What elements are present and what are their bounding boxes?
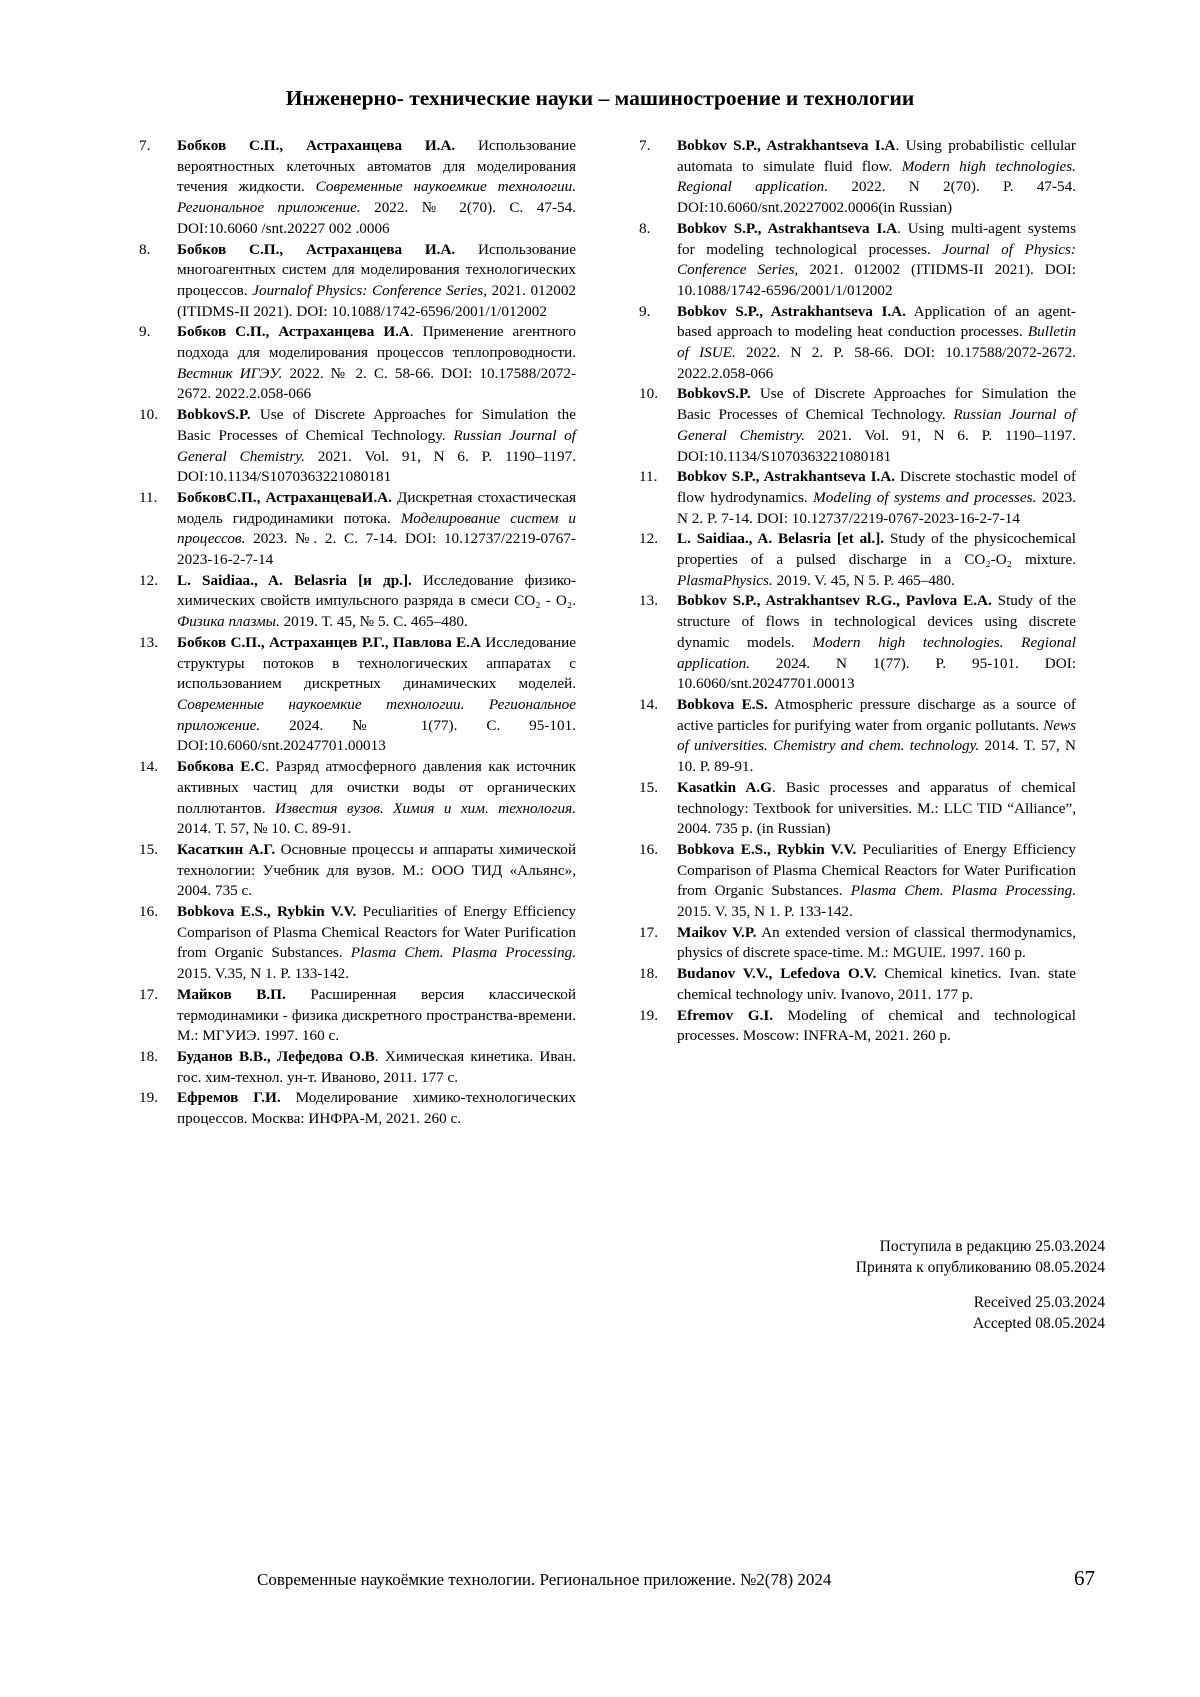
page-number: 67	[1074, 1566, 1095, 1590]
reference-number: 16.	[639, 840, 658, 858]
reference-number: 13.	[639, 592, 658, 610]
reference-number: 14.	[639, 695, 658, 713]
reference-item	[139, 571, 576, 633]
reference-details: 2021. 012002 (ITIDMS-II 2021). DOI: 10.1088/1742-6596/2001/1/012002	[177, 281, 577, 320]
reference-details: 2023. N 2. P. 7-14. DOI: 10.12737/2219-0767-2023-16-2-7-14	[677, 488, 1076, 527]
reference-item	[639, 1006, 1076, 1047]
reference-authors: Бобков С.П., Астраханцева И.А.	[177, 240, 456, 258]
reference-details: 2021. Vol. 91, N 6. P. 1190–1197. DOI:10.1134/S1070363221080181	[177, 447, 576, 486]
reference-details: 2014. T. 57, N 10. P. 89-91.	[677, 737, 1076, 776]
page-header: Инженерно- технические науки – машиностроение и технологии	[285, 86, 915, 110]
reference-authors: Бобков С.П., Астраханцев Р.Г., Павлова Е.А	[177, 633, 482, 651]
reference-text: . Разряд атмосферного давления как источник активных частиц для очистки воды от органических поллютантов.	[177, 758, 576, 817]
reference-authors: Ефремов Г.И.	[177, 1089, 281, 1107]
reference-authors: Бобков С.П., Астраханцева И.А.	[177, 137, 456, 154]
dates-russian	[856, 1237, 1105, 1278]
reference-journal: Современные наукоемкие технологии. Региональное приложение.	[177, 695, 576, 734]
reference-text: Chemical kinetics. Ivan. state chemical technology univ. Ivanovo, 2011. 177 p.	[677, 965, 1076, 1003]
reference-item	[139, 405, 576, 488]
reference-number: 17.	[639, 923, 658, 941]
reference-text: Peculiarities of Energy Efficiency Comparison of Plasma Chemical Reactors for Water Purification from Organic Substances.	[677, 840, 1076, 900]
reference-item	[639, 384, 1076, 467]
reference-item	[639, 840, 1076, 923]
reference-details: 2021. Vol. 91, N 6. P. 1190–1197. DOI:10.1134/S1070363221080181	[677, 426, 1076, 465]
accepted-date-ru: Принята к опубликованию 08.05.2024	[855, 1258, 1105, 1276]
reference-number: 13.	[139, 633, 158, 651]
reference-text: Расширенная версия классической термодинамики - физика дискретного пространства-времени. М.: МГУИЭ. 1997. 160 с.	[177, 985, 576, 1045]
reference-text: Исследование структуры потоков в технологических аппаратах с использованием дискретных динамических моделей.	[177, 633, 576, 693]
reference-details: 2019. V. 45, N 5. P. 465–480.	[772, 571, 955, 589]
reference-authors: BobkovS.P.	[177, 406, 251, 424]
reference-text: Use of Discrete Approaches for Simulation the Basic Processes of Chemical Technology.	[677, 385, 1076, 424]
reference-number: 9.	[139, 323, 151, 341]
reference-item	[639, 467, 1076, 529]
reference-text: Peculiarities of Energy Efficiency Comparison of Plasma Chemical Reactors for Water Purification from Organic Substances.	[177, 903, 576, 962]
reference-number: 18.	[139, 1047, 158, 1065]
reference-journal: Plasma Chem. Plasma Processing.	[850, 882, 1076, 900]
reference-authors: Bobkova E.S., Rybkin V.V.	[677, 840, 857, 858]
reference-item	[139, 840, 576, 902]
references-russian	[139, 136, 577, 1130]
reference-details: 2022. N 2(70). P. 47-54. DOI:10.6060/snt.20227002.0006(in Russian)	[677, 178, 1077, 217]
reference-authors: Bobkov S.P., Astrakhantseva I.A	[677, 137, 896, 154]
reference-text: Use of Discrete Approaches for Simulation the Basic Processes of Chemical Technology.	[177, 406, 576, 444]
reference-journal: Russian Journal of General Chemistry.	[677, 406, 1076, 444]
reference-details: 2019. Т. 45, № 5. С. 465–480.	[279, 613, 468, 631]
references-english	[639, 136, 1077, 1047]
reference-item	[639, 529, 1076, 591]
reference-text: An extended version of classical thermodynamics, physics of discrete space-time. M.: MGUIE. 1997. 160 p.	[677, 923, 1076, 962]
reference-journal: Вестник ИГЭУ.	[177, 364, 283, 382]
reference-journal: Plasma Chem. Plasma Processing.	[350, 944, 576, 962]
reference-authors: Bobkov S.P., Astrakhantseva I.A	[677, 219, 898, 237]
reference-item	[139, 1047, 577, 1088]
reference-authors: Budanov V.V., Lefedova O.V.	[677, 965, 877, 983]
reference-authors: БобковС.П., АстраханцеваИ.А.	[177, 488, 392, 506]
reference-authors: Kasatkin A.G	[677, 778, 772, 796]
reference-authors: Буданов В.В., Лефедова О.В	[177, 1047, 375, 1065]
reference-journal: Моделирование систем и процессов.	[177, 509, 577, 548]
reference-item	[639, 695, 1076, 778]
reference-text: Моделирование химико-технологических процессов. Москва: ИНФРА-М, 2021. 260 с.	[177, 1089, 576, 1128]
reference-item	[639, 302, 1076, 385]
reference-number: 8.	[639, 219, 651, 237]
reference-details: 2021. 012002 (ITIDMS-II 2021). DOI: 10.1088/1742-6596/2001/1/012002	[677, 261, 1076, 299]
reference-journal: Известия вузов. Химия и хим. технология.	[275, 799, 576, 817]
reference-details: 2022. N 2. P. 58-66. DOI: 10.17588/2072-2672. 2022.2.058-066	[677, 344, 1076, 382]
reference-item	[639, 136, 1077, 219]
reference-journal: Journal of Physics: Conference Series,	[677, 240, 1076, 279]
reference-number: 15.	[139, 840, 158, 858]
reference-number: 8.	[139, 240, 151, 258]
reference-text: Использование многоагентных систем для моделирования технологических процессов.	[177, 240, 576, 299]
reference-text: Использование вероятностных клеточных автоматов для моделирования течения жидкости.	[177, 137, 576, 196]
reference-authors: Бобкова Е.С	[177, 758, 266, 776]
reference-item	[139, 1088, 576, 1129]
reference-text: . Химическая кинетика. Иван. гос. хим-технол. ун-т. Иваново, 2011. 177 с.	[177, 1047, 577, 1086]
reference-number: 11.	[639, 468, 658, 486]
reference-text: Основные процессы и аппараты химической технологии: Учебник для вузов. М.: ООО ТИД «Альянс», 2004. 735 с.	[177, 840, 576, 900]
reference-text: . Using probabilistic cellular automata to simulate fluid flow.	[677, 137, 1076, 175]
reference-journal: Современные наукоемкие технологии. Региональное приложение.	[177, 178, 576, 217]
reference-details: 2022. № 2. С. 58-66. DOI: 10.17588/2072-2672. 2022.2.058-066	[177, 364, 576, 403]
reference-number: 19.	[139, 1089, 158, 1107]
reference-item	[639, 778, 1076, 840]
reference-item	[139, 757, 576, 840]
reference-number: 10.	[139, 406, 158, 424]
reference-number: 7.	[139, 137, 151, 154]
reference-authors: Майков В.П.	[177, 985, 286, 1003]
reference-journal: Modeling of systems and processes.	[813, 488, 1037, 506]
reference-details: 2014. Т. 57, № 10. С. 89-91.	[177, 820, 352, 838]
reference-number: 16.	[139, 903, 158, 921]
reference-item	[139, 633, 576, 757]
reference-details: 2024. № 1(77). С. 95-101. DOI:10.6060/snt.20247701.00013	[177, 716, 576, 755]
reference-text: Исследование физико-химических свойств импульсного разряда в смеси CO₂ - O₂.	[177, 571, 576, 610]
reference-details: 2015. V.35, N 1. P. 133-142.	[177, 965, 350, 983]
reference-number: 18.	[639, 965, 658, 983]
reference-number: 15.	[639, 778, 658, 796]
reference-item	[639, 219, 1076, 302]
reference-text: Discrete stochastic model of flow hydrodynamics.	[677, 468, 1076, 506]
reference-item	[139, 985, 576, 1047]
reference-authors: Bobkova E.S.	[677, 695, 768, 713]
reference-text: Study of the physicochemical properties of a pulsed discharge in a CO₂-O₂ mixture.	[677, 530, 1076, 569]
reference-authors: Bobkov S.P., Astrakhantseva I.A.	[677, 302, 906, 320]
journal-footer: Современные наукоёмкие технологии. Региональное приложение. №2(78) 2024	[257, 1570, 832, 1589]
reference-journal: PlasmaPhysics.	[677, 571, 773, 589]
reference-number: 7.	[639, 137, 651, 154]
reference-authors: Efremov G.I.	[677, 1006, 774, 1024]
reference-details: 2015. V. 35, N 1. P. 133-142.	[677, 903, 853, 921]
reference-number: 12.	[139, 571, 158, 589]
reference-number: 9.	[639, 302, 651, 320]
reference-text: Дискретная стохастическая модель гидродинамики потока.	[177, 488, 576, 527]
reference-text: . Basic processes and apparatus of chemical technology: Textbook for universities. M.: LLC TID “Alliance”, 2004. 735 p. (in Russian)	[677, 778, 1076, 838]
reference-journal: Russian Journal of General Chemistry.	[177, 426, 576, 465]
reference-authors: Касаткин А.Г.	[177, 840, 276, 858]
reference-journal: Физика плазмы.	[177, 613, 280, 631]
reference-item	[139, 136, 576, 240]
received-date-ru: Поступила в редакцию 25.03.2024	[879, 1238, 1105, 1255]
reference-text: . Применение агентного подхода для моделирования процессов теплопроводности.	[177, 323, 576, 362]
reference-item	[639, 923, 1076, 964]
reference-authors: L. Saidiaa., A. Belasria [et al.].	[677, 530, 885, 548]
reference-item	[139, 488, 577, 571]
reference-item	[639, 964, 1076, 1005]
reference-item	[639, 591, 1076, 695]
reference-authors: Maikov V.P.	[677, 923, 757, 941]
reference-number: 10.	[639, 385, 658, 403]
reference-authors: Бобков С.П., Астраханцева И.А	[177, 323, 410, 341]
reference-number: 12.	[639, 530, 658, 548]
reference-authors: L. Saidiaa., A. Belasria [и др.].	[177, 571, 412, 589]
reference-details: 2024. N 1(77). P. 95-101. DOI: 10.6060/snt.20247701.00013	[677, 654, 1076, 693]
received-date-en: Received 25.03.2024	[973, 1294, 1105, 1311]
accepted-date-en: Accepted 08.05.2024	[972, 1314, 1105, 1332]
reference-item	[139, 240, 577, 323]
reference-details: 2022. № 2(70). С. 47-54. DOI:10.6060 /snt.20227 002 .0006	[177, 199, 576, 237]
reference-authors: Bobkov S.P., Astrakhantseva I.A.	[677, 468, 896, 486]
reference-number: 14.	[139, 758, 158, 776]
reference-details: 2023. №. 2. С. 7-14. DOI: 10.12737/2219-0767-2023-16-2-7-14	[177, 530, 576, 569]
reference-number: 17.	[139, 985, 158, 1003]
reference-authors: Bobkova E.S., Rybkin V.V.	[177, 903, 357, 921]
reference-journal: Bulletin of ISUE.	[677, 323, 1076, 362]
reference-journal: News of universities. Chemistry and chem. technology.	[677, 716, 1076, 755]
reference-text: Application of an agent-based approach to modeling heat conduction processes.	[677, 302, 1076, 341]
reference-item	[139, 322, 576, 405]
reference-number: 19.	[639, 1006, 658, 1024]
reference-journal: Modern high technologies. Regional application.	[677, 633, 1076, 672]
reference-journal: Modern high technologies. Regional application.	[677, 157, 1076, 196]
reference-item	[139, 902, 576, 985]
reference-text: Modeling of chemical and technological processes. Moscow: INFRA-M, 2021. 260 p.	[677, 1006, 1076, 1045]
reference-authors: BobkovS.P.	[677, 385, 751, 403]
reference-text: . Using multi-agent systems for modeling technological processes.	[677, 219, 1076, 258]
reference-journal: Journalof Physics: Conference Series,	[252, 281, 488, 299]
reference-authors: Bobkov S.P., Astrakhantsev R.G., Pavlova E.A.	[677, 592, 992, 610]
reference-text: Study of the structure of flows in technological devices using discrete dynamic models.	[677, 592, 1076, 651]
reference-text: Atmospheric pressure discharge as a source of active particles for purifying water from organic pollutants.	[677, 695, 1076, 734]
dates-english	[973, 1293, 1105, 1334]
reference-number: 11.	[139, 488, 158, 506]
